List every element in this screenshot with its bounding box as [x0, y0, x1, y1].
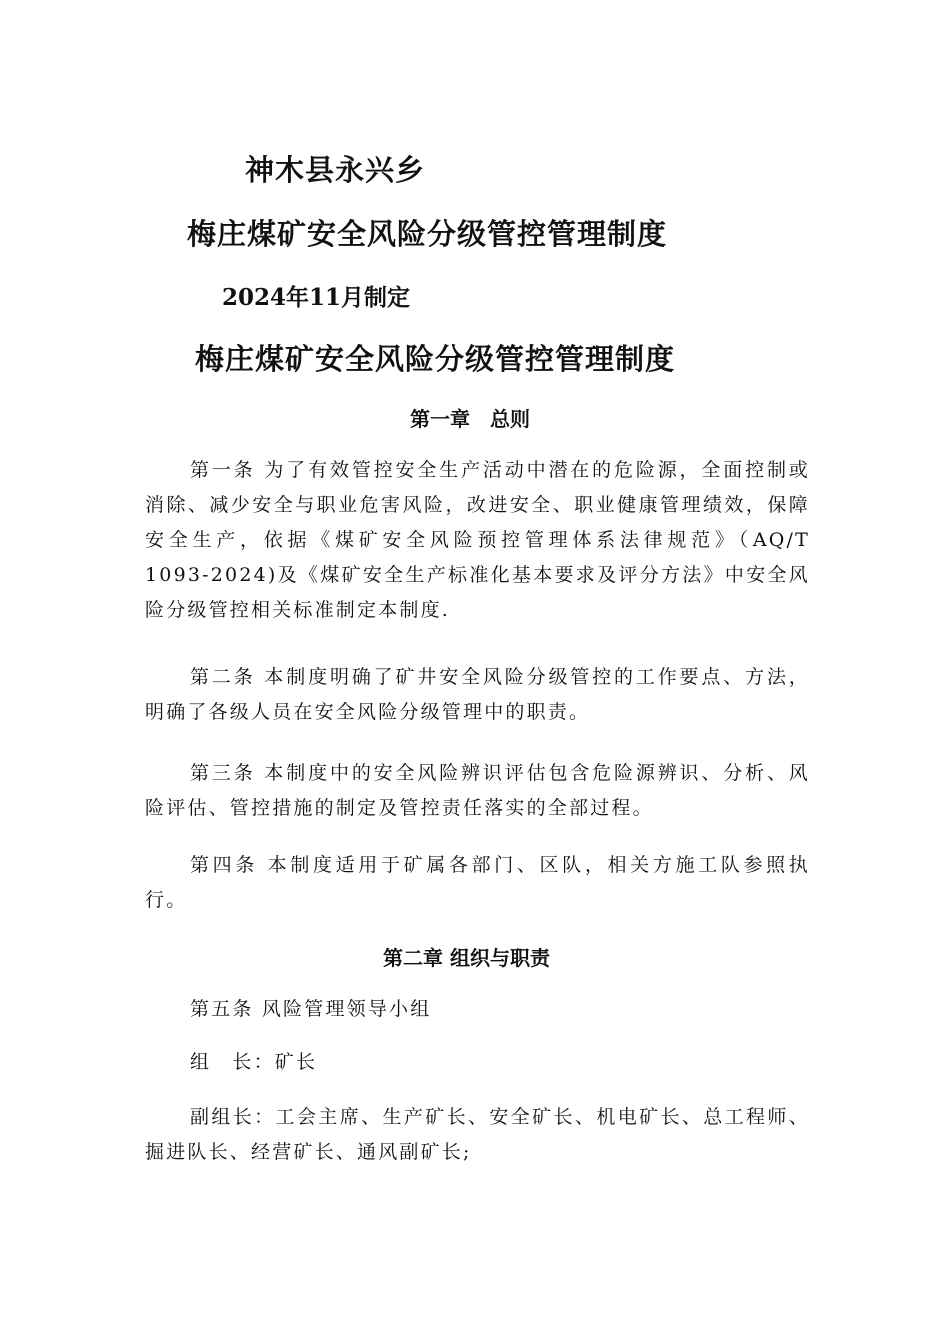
article-2: 第二条 本制度明确了矿井安全风险分级管控的工作要点、方法，明确了各级人员在安全风险分级管理中的职责。	[145, 666, 810, 723]
cover-title: 梅庄煤矿安全风险分级管控管理制度	[187, 217, 668, 251]
group-leader: 组 长：矿长	[190, 1051, 318, 1073]
article-3: 第三条 本制度中的安全风险辨识评估包含危险源辨识、分析、风险评估、管控措施的制定及管控责任落实的全部过程。	[145, 762, 810, 819]
chapter-1-heading: 第一章 总则	[410, 407, 530, 431]
chapter-2-heading: 第二章 组织与职责	[383, 946, 550, 970]
county-line: 神木县永兴乡	[245, 153, 426, 187]
document-title: 梅庄煤矿安全风险分级管控管理制度	[195, 342, 676, 376]
article-5: 第五条 风险管理领导小组	[190, 998, 432, 1020]
issue-date: 2024年11月制定	[222, 284, 411, 311]
article-4: 第四条 本制度适用于矿属各部门、区队，相关方施工队参照执行。	[145, 854, 810, 911]
article-1: 第一条 为了有效管控安全生产活动中潜在的危险源，全面控制或消除、减少安全与职业危害风险，改进安全、职业健康管理绩效，保障安全生产，依据《煤矿安全风险预控管理体系法律规范》（AQ/T 1093-2024)及《煤矿安全生产标准化基本要求及评分方法》中安全风险分级管控相关标准制定本制度.	[145, 459, 810, 621]
deputy-leaders: 副组长：工会主席、生产矿长、安全矿长、机电矿长、总工程师、掘进队长、经营矿长、通风副矿长;	[145, 1106, 810, 1163]
